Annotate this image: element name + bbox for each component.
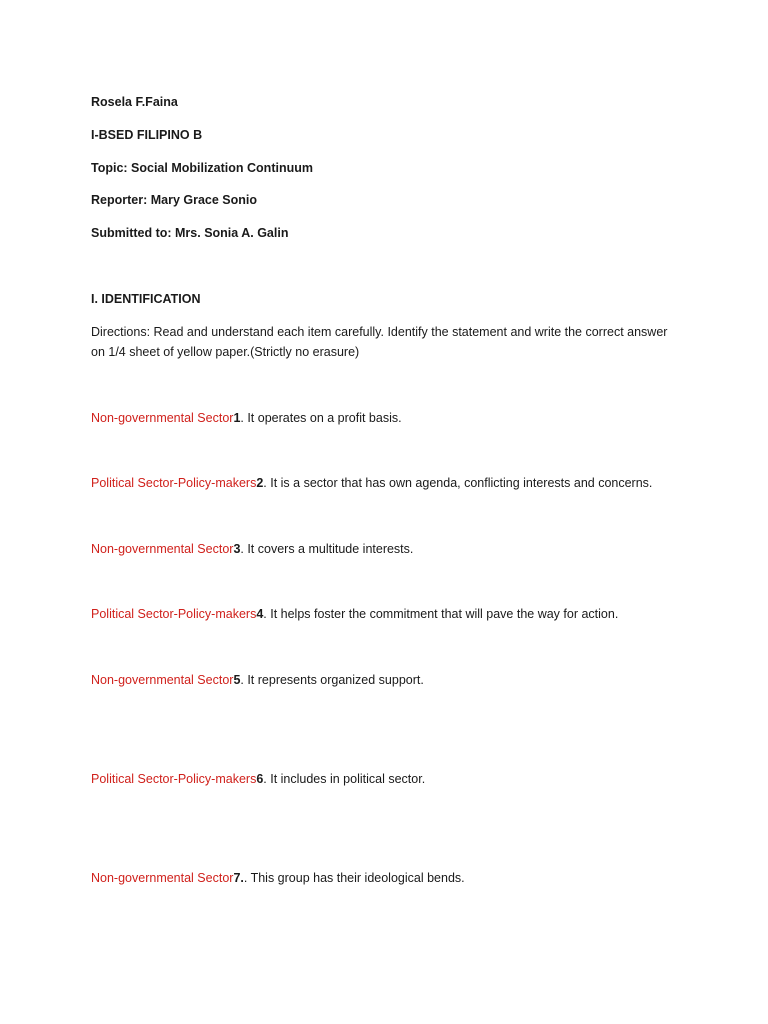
list-item [91,606,618,622]
answer-text: Non-governmental Sector [91,673,234,687]
item-statement: . It helps foster the commitment that will pave the way for action. [263,607,619,621]
item-statement: . It represents organized support. [240,673,424,687]
submitted-to: Submitted to: Mrs. Sonia A. Galin [91,226,289,240]
item-statement: . It is a sector that has own agenda, conflicting interests and concerns. [263,476,653,490]
item-number: 5 [233,673,241,687]
item-statement: . It includes in political sector. [263,772,426,786]
item-number: 2 [256,476,264,490]
answer-text: Political Sector-Policy-makers [91,476,257,490]
list-item [91,771,425,787]
course-section: I-BSED FILIPINO B [91,128,203,142]
item-number: 1 [233,411,241,425]
item-statement: . It operates on a profit basis. [240,411,402,425]
report-topic: Topic: Social Mobilization Continuum [91,161,313,175]
answer-text: Non-governmental Sector [91,542,234,556]
answer-text: Political Sector-Policy-makers [91,607,257,621]
item-number: 3 [233,542,241,556]
item-statement: . This group has their ideological bends. [243,871,465,885]
item-statement: . It covers a multitude interests. [240,542,414,556]
item-number: 4 [256,607,264,621]
list-item [91,410,402,426]
section-title: I. IDENTIFICATION [91,292,201,306]
answer-text: Political Sector-Policy-makers [91,772,257,786]
student-name: Rosela F.Faina [91,95,178,109]
list-item [91,870,465,886]
list-item [91,475,652,491]
answer-text: Non-governmental Sector [91,411,234,425]
reporter-name: Reporter: Mary Grace Sonio [91,193,258,207]
list-item [91,672,424,688]
list-item [91,541,413,557]
answer-text: Non-governmental Sector [91,871,234,885]
item-number: 6 [256,772,264,786]
directions-text: Directions: Read and understand each item carefully. Identify the statement and write the correct answer on 1/4 sheet of yellow paper.(Strictly no erasure) [91,325,668,359]
item-number: 7. [233,871,244,885]
